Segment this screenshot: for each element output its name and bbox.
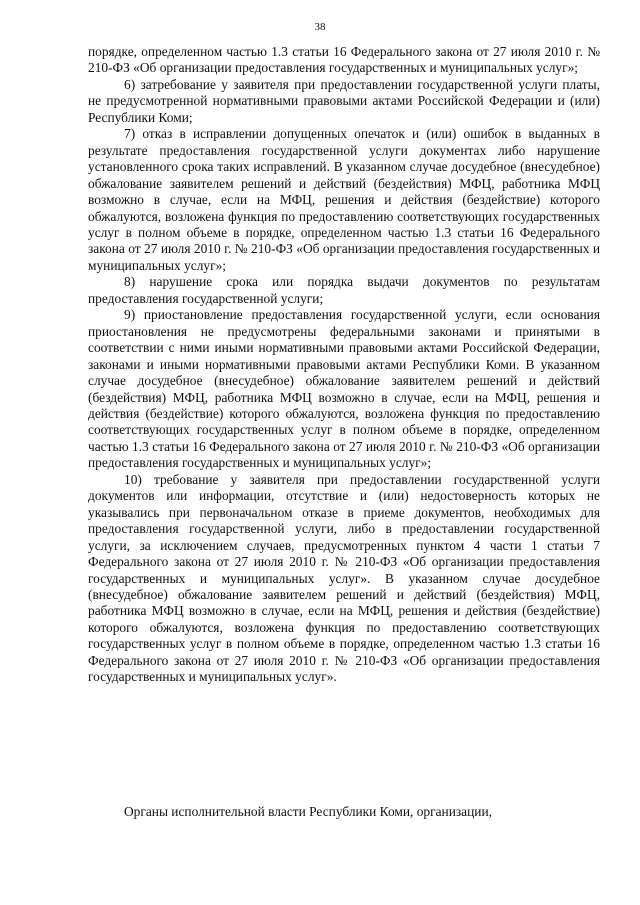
paragraph-continuation: порядке, определенном частью 1.3 статьи 16 Федерального закона от 27 июля 2010 г. № 210-ФЗ «Об организации предоставления государственных и муниципальных услуг»; <box>88 44 600 76</box>
paragraph-item-9: 9) приостановление предоставления государственной услуги, если основания приостановления не предусмотрены федеральными законами и принятыми в соответствии с ними иными нормативными правовыми актами Российской Федерации, законами и иными нормативными правовыми актами Республики Коми. В указанном случае досудебное (внесудебное) обжалование заявителем решений и действий (бездействия) МФЦ, работника МФЦ возможно в случае, если на МФЦ, решения и действия (бездействие) которого обжалуются, возложена функция по предоставлению соответствующих государственных услуг в полном объеме в порядке, определенном частью 1.3 статьи 16 Федерального закона от 27 июля 2010 г. № 210-ФЗ «Об организации предоставления государственных и муниципальных услуг»; <box>88 307 600 471</box>
document-body <box>88 44 600 686</box>
paragraph-item-7: 7) отказ в исправлении допущенных опечаток и (или) ошибок в выданных в результате предоставления государственной услуги документах либо нарушение установленного срока таких исправлений. В указанном случае досудебное (внесудебное) обжалование заявителем решений и действий (бездействия) МФЦ, работника МФЦ возможно в случае, если на МФЦ, решения и действия (бездействие) которого обжалуются, возложена функция по предоставлению соответствующих государственных услуг в полном объеме в порядке, определенном частью 1.3 статьи 16 Федерального закона от 27 июля 2010 г. № 210-ФЗ «Об организации предоставления государственных и муниципальных услуг»; <box>88 126 600 273</box>
page-number: 38 <box>314 21 326 33</box>
closing-paragraph: Органы исполнительной власти Республики Коми, организации, <box>124 804 492 819</box>
paragraph-item-6: 6) затребование у заявителя при предоставлении государственной услуги платы, не предусмотренной нормативными правовыми актами Российской Федерации и (или) Республики Коми; <box>88 76 600 125</box>
paragraph-item-8: 8) нарушение срока или порядка выдачи документов по результатам предоставления государственной услуги; <box>88 274 600 306</box>
paragraph-item-10: 10) требование у заявителя при предоставлении государственной услуги документов или информации, отсутствие и (или) недостоверность которых не указывались при первоначальном отказе в приеме документов, необходимых для предоставления государственной услуги, либо в предоставлении государственной услуги, за исключением случаев, предусмотренных пунктом 4 части 1 статьи 7 Федерального закона от 27 июля 2010 г. № 210-ФЗ «Об организации предоставления государственных и муниципальных услуг». В указанном случае досудебное (внесудебное) обжалование заявителем решений и действий (бездействия) МФЦ, работника МФЦ возможно в случае, если на МФЦ, решения и действия (бездействие) которого обжалуются, возложена функция по предоставлению соответствующих государственных услуг в полном объеме в порядке, определенном частью 1.3 статьи 16 Федерального закона от 27 июля 2010 г. № 210-ФЗ «Об организации предоставления государственных и муниципальных услуг». <box>88 471 600 685</box>
